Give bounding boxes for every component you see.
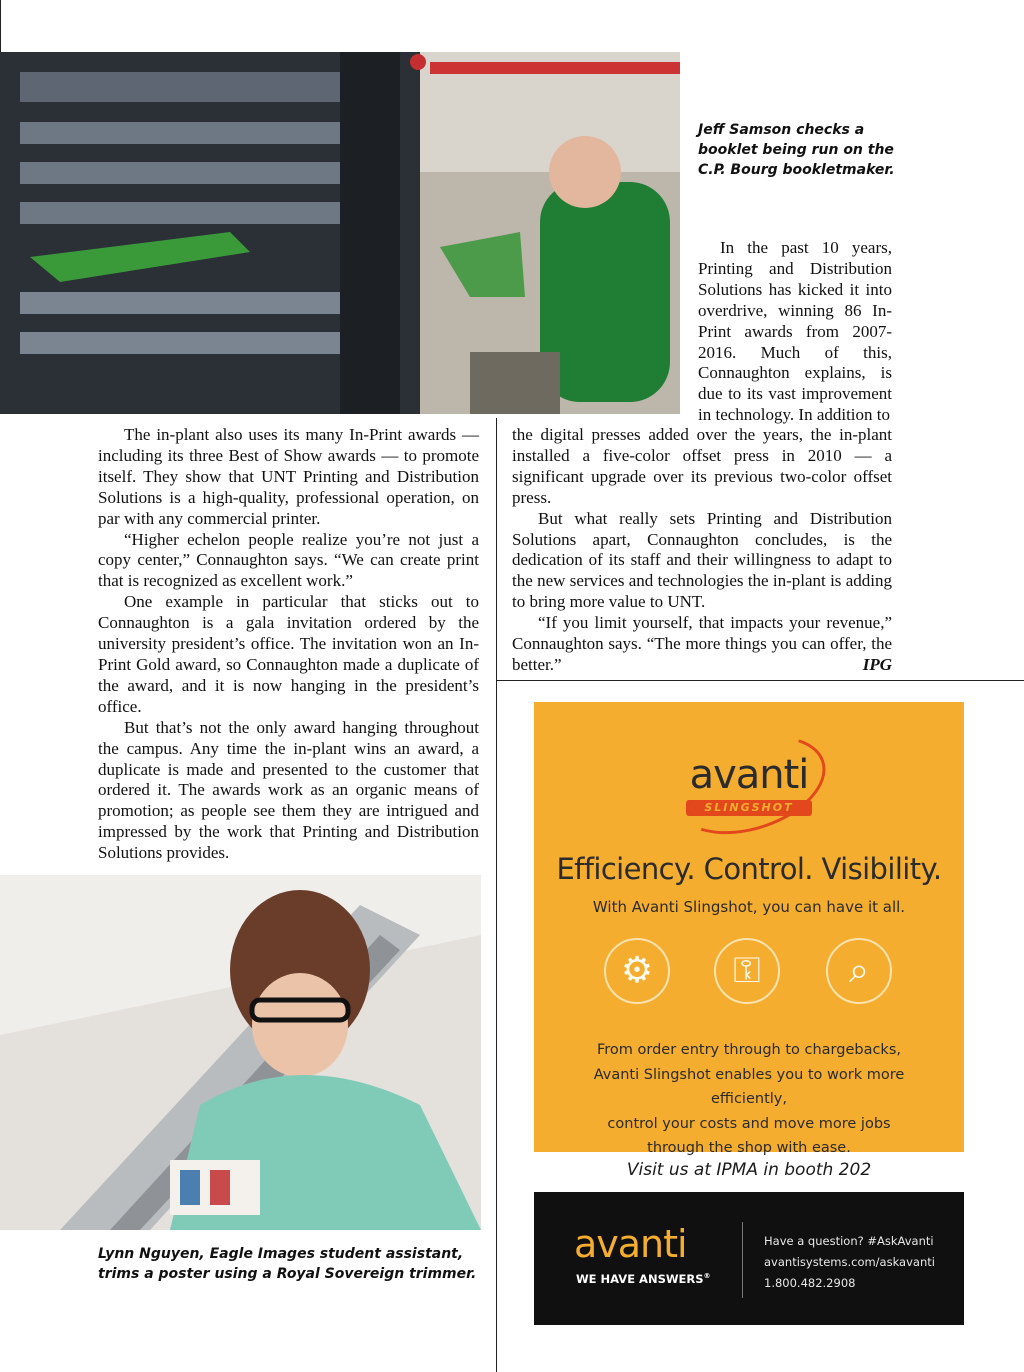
registered-mark: ®: [703, 1272, 711, 1281]
footer-brand: avanti: [574, 1222, 687, 1266]
caption-top: Jeff Samson checks a booklet being run on the C.P. Bourg bookletmaker.: [698, 122, 895, 178]
contact-question[interactable]: Have a question? #AskAvanti: [764, 1234, 934, 1248]
ad-body-line: Avanti Slingshot enables you to work more efficiently,: [593, 1066, 905, 1107]
slingshot-logo: SLINGSHOT: [686, 800, 812, 816]
left-margin-rule: [0, 0, 1, 52]
contact-phone[interactable]: 1.800.482.2908: [764, 1276, 856, 1290]
contact-url[interactable]: avantisystems.com/askavanti: [764, 1255, 935, 1269]
column-divider-upper: [496, 418, 497, 680]
ad-body-line: control your costs and move more jobs: [607, 1115, 891, 1132]
footer-tagline: [576, 1272, 711, 1286]
key-icon: ⚿: [714, 938, 780, 1004]
column-divider-lower: [496, 680, 497, 1372]
left-paragraph-3: One example in particular that sticks out to Connaughton is a gala invitation ordered by the university president’s office. The invitation won an In-Print Gold award, so Connaughton made a duplicate of the award, and it is now hanging in the president’s office.: [98, 592, 479, 716]
right-column-lower: [512, 425, 892, 676]
right-paragraph-2: But what really sets Printing and Distribution Solutions apart, Connaughton concludes, is the dedication of its staff and their willingness to adapt to the new services and technologies the in-plant is adding to bring more value to UNT.: [512, 508, 892, 612]
ad-body: [554, 1038, 944, 1161]
bookletmaker-illustration: [0, 52, 680, 414]
photo-trimmer: [0, 875, 481, 1230]
ad-subhead: With Avanti Slingshot, you can have it all.: [592, 898, 906, 916]
ad-headline: Efficiency. Control. Visibility.: [556, 852, 942, 886]
left-paragraph-2: “Higher echelon people realize you’re not just a copy center,” Connaughton says. “We can create print that is recognized as excellent work.”: [98, 529, 479, 591]
footer-divider: [742, 1222, 743, 1298]
avanti-footer-bar[interactable]: [534, 1192, 964, 1325]
caption-bottom: Lynn Nguyen, Eagle Images student assistant, trims a poster using a Royal Sovereign trimmer.: [98, 1246, 477, 1282]
ad-body-line: From order entry through to chargebacks,: [596, 1042, 901, 1058]
left-paragraph-4: But that’s not the only award hanging throughout the campus. Any time the in-plant wins an award, a duplicate is made and presented to the customer that ordered it. The awards work as an organic means of promotion; as people see them they are intrigued and impressed by the work that Printing and Distribution Solutions provides.: [98, 717, 479, 863]
ad-body-line: through the shop with ease.: [647, 1140, 851, 1156]
right-top-paragraph: In the past 10 years, Printing and Distribution Solutions has kicked it into overdrive, winning 86 In-Print awards from 2007-2016. Much of this, Connaughton explains, is due to its vast improvement in technology. In addition to: [698, 238, 892, 425]
right-paragraph-continuation: the digital presses added over the years, the in-plant installed a five-color offset press in 2010 — a significant upgrade over its previous two-color offset press.: [512, 425, 892, 507]
left-column: [98, 425, 479, 864]
ipg-signature: IPG: [862, 654, 892, 674]
footer-tagline-text: WE HAVE ANSWERS: [576, 1272, 704, 1286]
avanti-ad[interactable]: [534, 702, 964, 1156]
magnifier-icon: ⌕: [826, 938, 892, 1004]
right-paragraph-3: “If you limit yourself, that impacts your revenue,” Connaughton says. “The more things you can offer, the better.”: [512, 613, 892, 674]
ad-visit-booth: Visit us at IPMA in booth 202: [626, 1160, 872, 1180]
photo-bookletmaker: [0, 52, 680, 414]
right-column-upper: [698, 238, 892, 426]
avanti-logo: avanti: [689, 752, 809, 798]
left-paragraph-1: The in-plant also uses its many In-Print awards — including its three Best of Show awards — to promote itself. They show that UNT Printing and Distribution Solutions is a high-quality, professional operation, on par with any commercial printer.: [98, 425, 479, 528]
trimmer-illustration: [0, 875, 481, 1230]
ad-top-rule: [496, 680, 1024, 681]
gear-icon: ⚙: [604, 938, 670, 1004]
